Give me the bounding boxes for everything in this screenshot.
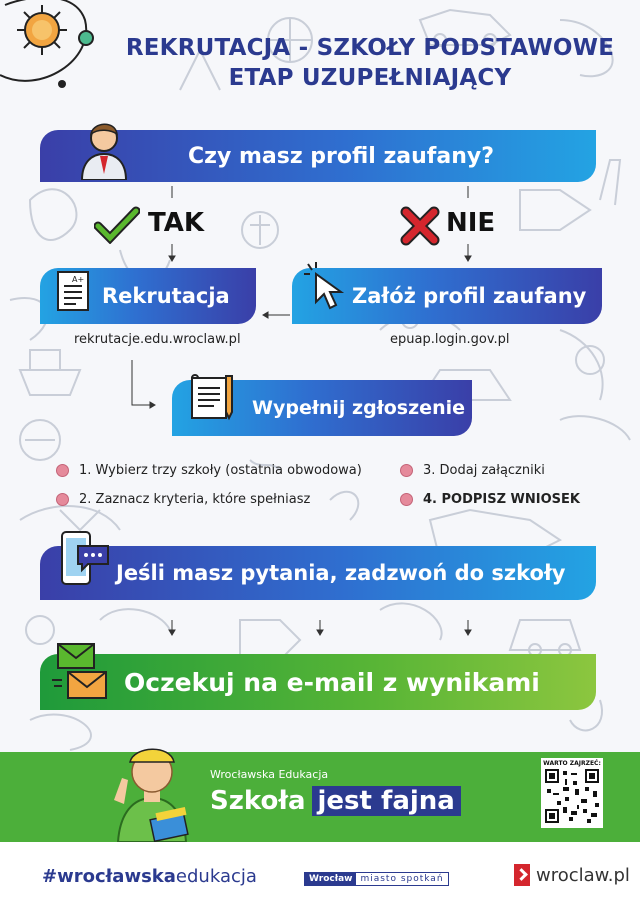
- page-title-line-1: REKRUTACJA - SZKOŁY PODSTAWOWE: [125, 35, 615, 61]
- slogan-part-b: jest fajna: [312, 786, 461, 816]
- recruitment-url[interactable]: rekrutacje.edu.wroclaw.pl: [74, 332, 241, 347]
- city-logo: [304, 872, 449, 886]
- create-profile-button-label: Załóż profil zaufany: [352, 284, 587, 308]
- checkmark-icon: [94, 206, 140, 244]
- step-4-text: 4. PODPISZ WNIOSEK: [423, 492, 580, 507]
- student-illustration: [104, 740, 200, 842]
- step-2-text: 2. Zaznacz kryteria, które spełniasz: [79, 492, 311, 507]
- epuap-url[interactable]: epuap.login.gov.pl: [390, 332, 510, 347]
- svg-text:A+: A+: [72, 275, 85, 284]
- step-3-text: 3. Dodaj załączniki: [423, 463, 545, 478]
- site-link[interactable]: [514, 864, 630, 886]
- step-1-bullet: [56, 464, 69, 477]
- phone-chat-icon: [58, 530, 112, 588]
- step-1: [56, 463, 362, 478]
- slogan: [210, 786, 461, 816]
- document-grade-icon: [54, 268, 94, 314]
- site-link-text: wroclaw.pl: [536, 864, 630, 886]
- step-3: [400, 463, 545, 478]
- step-2-bullet: [56, 493, 69, 506]
- cursor-click-icon: [304, 262, 348, 312]
- qr-title: WARTO ZAJRZEĆ:: [543, 760, 601, 767]
- qr-code-panel[interactable]: [541, 758, 603, 828]
- city-logo-left: Wrocław: [305, 873, 356, 885]
- contact-banner: [40, 546, 596, 600]
- step-4-bullet: [400, 493, 413, 506]
- answer-yes: TAK: [148, 208, 204, 238]
- recruitment-button-label: Rekrutacja: [102, 284, 230, 308]
- hashtag[interactable]: [42, 866, 257, 887]
- slogan-part-a: Szkoła: [210, 786, 306, 816]
- cross-icon: [400, 206, 440, 246]
- chevron-right-icon: [514, 864, 530, 886]
- step-4: [400, 492, 580, 507]
- hashtag-light: edukacja: [175, 866, 257, 887]
- question-text: Czy masz profil zaufany?: [188, 143, 494, 169]
- step-3-bullet: [400, 464, 413, 477]
- email-envelopes-icon: [52, 640, 114, 702]
- contact-text: Jeśli masz pytania, zadzwoń do szkoły: [116, 561, 566, 585]
- step-1-text: 1. Wybierz trzy szkoły (ostatnia obwodowa): [79, 463, 362, 478]
- hashtag-bold: #wrocławska: [42, 866, 176, 887]
- brand-small: Wrocławska Edukacja: [210, 768, 329, 781]
- answer-no: NIE: [446, 208, 496, 238]
- qr-code-icon: [545, 769, 599, 823]
- step-2: [56, 492, 310, 507]
- fill-form-button-label: Wypełnij zgłoszenie: [252, 397, 465, 419]
- result-text: Oczekuj na e-mail z wynikami: [124, 667, 540, 697]
- form-scroll-icon: [188, 372, 240, 424]
- page-title-line-2: ETAP UZUPEŁNIAJĄCY: [228, 65, 512, 91]
- result-banner: [40, 654, 596, 710]
- city-logo-right: miasto spotkań: [360, 874, 444, 884]
